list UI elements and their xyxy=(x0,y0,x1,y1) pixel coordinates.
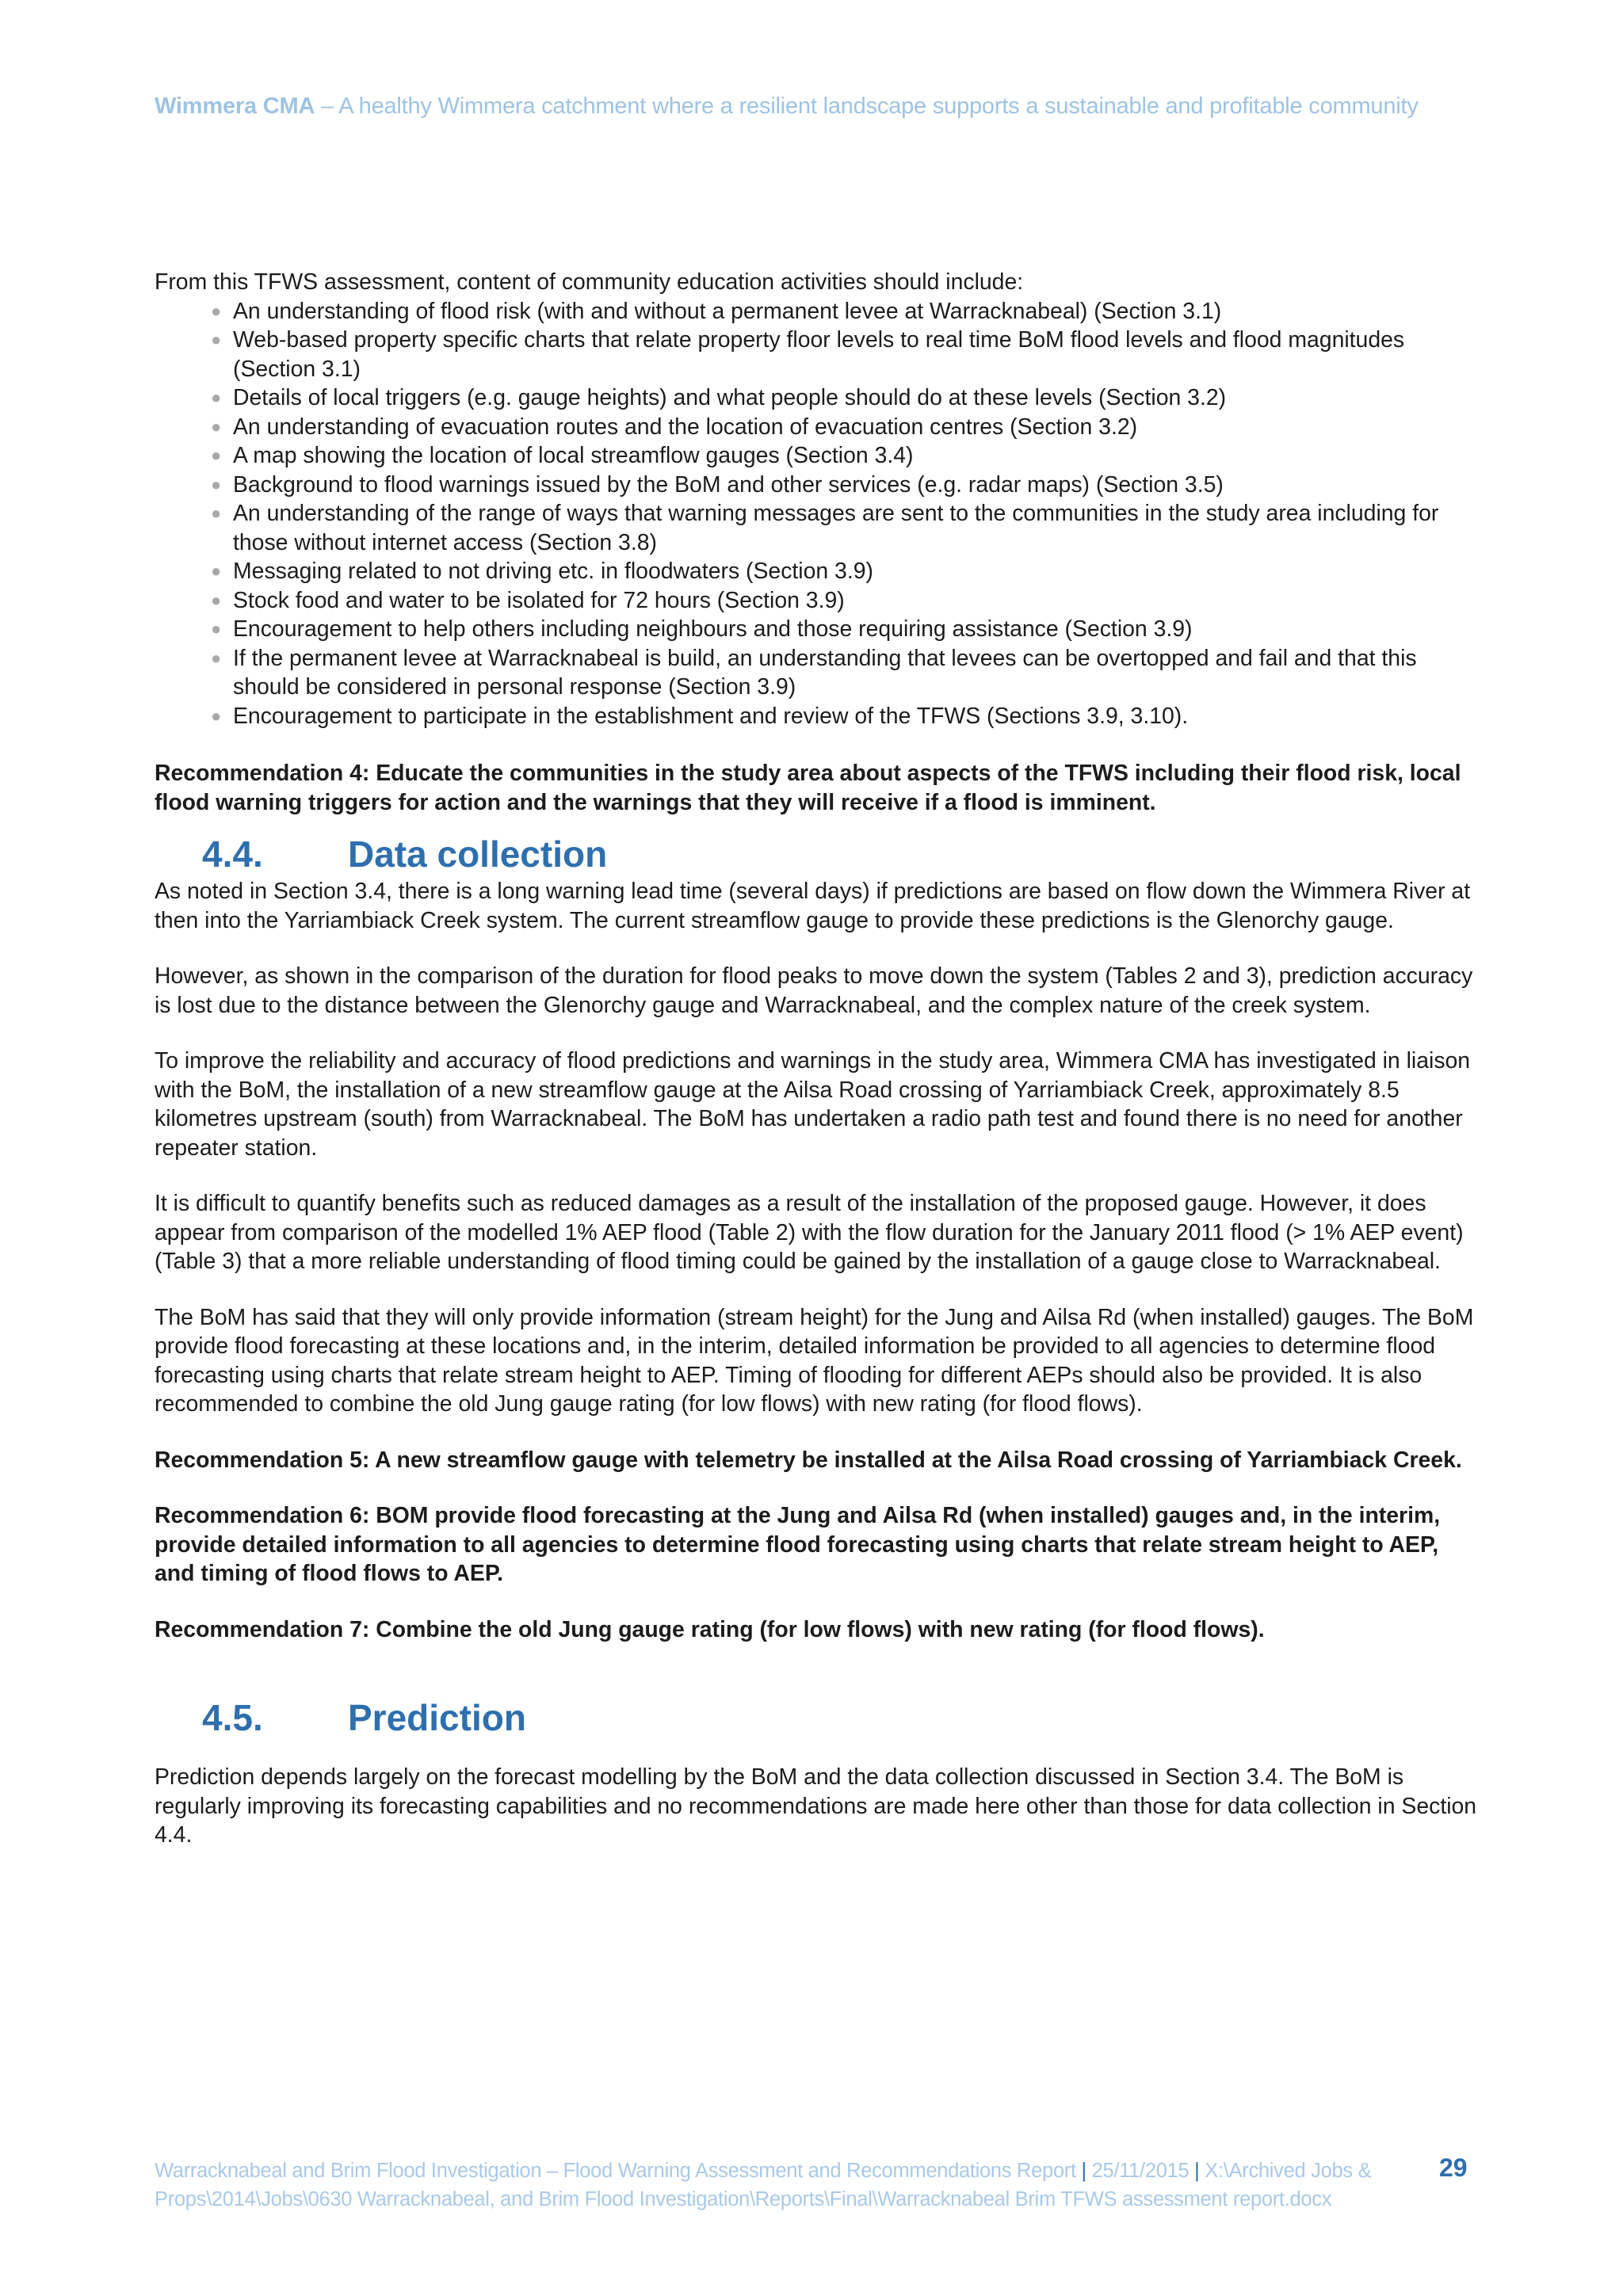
bullet-icon: ● xyxy=(211,503,222,523)
page-header xyxy=(155,93,1502,120)
list-item: ● Details of local triggers (e.g. gauge heights) and what people should do at these levels (Section 3.2) xyxy=(155,383,1478,413)
recommendation-4: Recommendation 4: Educate the communities in the study area about aspects of the TFWS including their flood risk, local flood warning triggers for action and the warnings that they will receive if a flood is imminent. xyxy=(155,761,1461,815)
bullet-icon: ● xyxy=(211,647,222,668)
list-item: ● An understanding of the range of ways that warning messages are sent to the communities in the study area including for those without internet access (Section 3.8) xyxy=(211,501,1439,555)
footer-file-path: X:\Archived Jobs & Props\2014\Jobs\0630 Warracknabeal, and Brim Flood Investigation\Reports\Final\Warracknabeal Brim TFWS assessment report.docx xyxy=(155,2160,1372,2210)
bullet-icon: ● xyxy=(211,474,222,494)
page-footer xyxy=(155,2157,1415,2214)
list-item: ● Encouragement to help others including neighbours and those requiring assistance (Section 3.9) xyxy=(155,615,1478,644)
list-item: ● An understanding of flood risk (with and without a permanent levee at Warracknabeal) (Section 3.1) xyxy=(155,297,1478,326)
intro-text: From this TFWS assessment, content of community education activities should include: xyxy=(155,269,1024,295)
paragraph: The BoM has said that they will only provide information (stream height) for the Jung and Ailsa Rd (when installed) gauges. The BoM provide flood forecasting at these locations and, in the interim, detailed information be provided to all agencies to determine flood forecasting using charts that relate stream height to AEP. Timing of flooding for different AEPs should also be provided. It is also recommended to combine the old Jung gauge rating (for low flows) with new rating (for flood flows). xyxy=(155,1304,1474,1417)
paragraph: It is difficult to quantify benefits such as reduced damages as a result of the installation of the proposed gauge. However, it does appear from comparison of the modelled 1% AEP flood (Table 2) with the flow duration for the January 2011 flood (> 1% AEP event) (Table 3) that a more reliable understanding of flood timing could be gained by the installation of a gauge close to Warracknabeal. xyxy=(155,1191,1464,1274)
bullet-icon: ● xyxy=(211,387,222,407)
list-item: ● A map showing the location of local streamflow gauges (Section 3.4) xyxy=(155,441,1478,471)
bullet-icon: ● xyxy=(211,416,222,437)
footer-separator: | xyxy=(1075,2160,1092,2182)
section-heading-4-5 xyxy=(155,1695,1478,1741)
recommendation-6: Recommendation 6: BOM provide flood forecasting at the Jung and Ailsa Rd (when installed) gauges and, in the interim, provide detailed information to all agencies to determine flood forecasting using charts that relate stream height to AEP, and timing of flood flows to AEP. xyxy=(155,1503,1441,1586)
header-tagline: – A healthy Wimmera catchment where a resilient landscape supports a sustainable and profitable community xyxy=(315,93,1419,119)
list-item: ● Encouragement to participate in the establishment and review of the TFWS (Sections 3.9, 3.10). xyxy=(155,702,1478,731)
paragraph: To improve the reliability and accuracy of flood predictions and warnings in the study area, Wimmera CMA has investigated in liaison with the BoM, the installation of a new streamflow gauge at the Ailsa Road crossing of Yarriambiack Creek, approximately 8.5 kilometres upstream (south) from Warracknabeal. The BoM has undertaken a radio path test and found there is no need for another repeater station. xyxy=(155,1048,1471,1161)
footer-date: 25/11/2015 xyxy=(1091,2160,1190,2182)
section-heading-4-4 xyxy=(155,831,1478,877)
paragraph: However, as shown in the comparison of the duration for flood peaks to move down the system (Tables 2 and 3), prediction accuracy is lost due to the distance between the Glenorchy gauge and Warracknabeal, and the complex nature of the creek system. xyxy=(155,963,1473,1018)
list-item: ● Background to flood warnings issued by the BoM and other services (e.g. radar maps) (Section 3.5) xyxy=(155,471,1478,500)
paragraph: Prediction depends largely on the forecast modelling by the BoM and the data collection discussed in Section 3.4. The BoM is regularly improving its forecasting capabilities and no recommendations are made here other than those for data collection in Section 4.4. xyxy=(155,1764,1477,1848)
list-item: ● If the permanent levee at Warracknabeal is build, an understanding that levees can be overtopped and fail and that this should be considered in personal response (Section 3.9) xyxy=(211,645,1417,700)
list-item: ● Messaging related to not driving etc. in floodwaters (Section 3.9) xyxy=(155,557,1478,586)
bullet-icon: ● xyxy=(211,589,222,610)
paragraph: As noted in Section 3.4, there is a long warning lead time (several days) if predictions are based on flow down the Wimmera River at then into the Yarriambiack Creek system. The current streamflow gauge to provide these predictions is the Glenorchy gauge. xyxy=(155,879,1471,933)
section-title: Prediction xyxy=(348,1697,526,1738)
page-number: 29 xyxy=(1439,2153,1468,2182)
section-number: 4.4. xyxy=(202,833,263,875)
bullet-icon: ● xyxy=(211,445,222,465)
list-item: ● Web-based property specific charts that relate property floor levels to real time BoM flood levels and flood magnitudes (Section 3.1) xyxy=(211,327,1405,382)
education-list xyxy=(155,297,1478,731)
list-item: ● An understanding of evacuation routes and the location of evacuation centres (Section 3.2) xyxy=(155,413,1478,442)
footer-report-title: Warracknabeal and Brim Flood Investigation – Flood Warning Assessment and Recommendations Report xyxy=(155,2160,1076,2182)
page-body xyxy=(155,268,1478,1850)
bullet-icon: ● xyxy=(211,561,222,581)
bullet-icon: ● xyxy=(211,705,222,726)
recommendation-5: Recommendation 5: A new streamflow gauge with telemetry be installed at the Ailsa Road crossing of Yarriambiack Creek. xyxy=(155,1447,1462,1473)
header-org: Wimmera CMA xyxy=(155,93,315,119)
footer-separator: | xyxy=(1189,2160,1205,2182)
list-item: ● Stock food and water to be isolated for 72 hours (Section 3.9) xyxy=(155,586,1478,616)
section-number: 4.5. xyxy=(202,1697,263,1738)
recommendation-7: Recommendation 7: Combine the old Jung gauge rating (for low flows) with new rating (for flood flows). xyxy=(155,1616,1265,1642)
bullet-icon: ● xyxy=(211,300,222,321)
bullet-icon: ● xyxy=(211,619,222,639)
section-title: Data collection xyxy=(348,833,608,875)
bullet-icon: ● xyxy=(211,330,222,349)
